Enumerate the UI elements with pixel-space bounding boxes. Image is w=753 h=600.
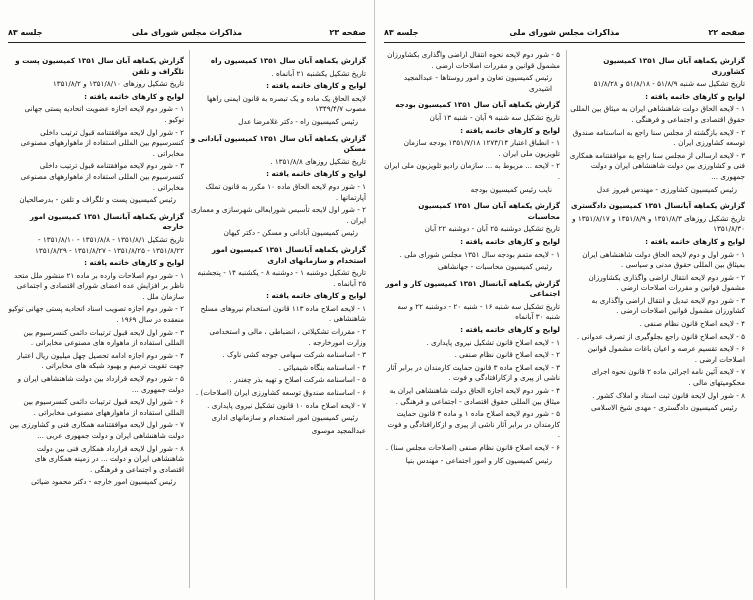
text-paragraph: ۵ - شور دوم لایحه اصلاح ماده ۱ و ماده ۳ قانون حمایت کارمندان در برابر آثار ناشی از پیری و ازکارافتادگی و فوت . bbox=[387, 409, 560, 440]
text-paragraph: لوایح و کارهای خاتمه یافته : bbox=[266, 291, 366, 301]
page-title: مذاکرات مجلس شورای ملی bbox=[131, 28, 243, 37]
text-paragraph: ۷ - لایحه آئین نامه اجرائی ماده ۲ قانون نحوه اجرای محکومیتهای مالی . bbox=[591, 367, 745, 388]
text-paragraph: گزارش یکماهه آبان سال ۱۳۵۱ کمیسیون کشاورزی bbox=[603, 56, 745, 76]
text-paragraph: تاریخ تشکیل روزهای ۱۳۵۱/۸/۸ . bbox=[270, 156, 366, 166]
text-paragraph: عبدالمجید موسوی bbox=[311, 425, 366, 435]
text-paragraph: ۳ - شور دوم لایحه موافقتنامه قبول ترتیب داخلی کنسرسیوم بین المللی استفاده از ماهوارههای مصنوعی مخابراتی . bbox=[20, 161, 184, 192]
text-paragraph: ۵ - لایحه اصلاح قانون راجع بجلوگیری از تصرف عدوانی . bbox=[576, 331, 745, 341]
text-paragraph: ۵ - شور دوم لایحه قرارداد بین دولت شاهنشاهی ایران و دولت جمهوری ... bbox=[17, 374, 184, 394]
text-paragraph: رئیس کمیسیون امور استخدام و سازمانهای اداری bbox=[211, 413, 358, 423]
text-paragraph: لوایح و کارهای خاتمه یافته : bbox=[84, 258, 184, 268]
text-paragraph: ۲ - شور دوم لایحه انتقال اراضی واگذاری بکشاورزان مشمول قوانین و مقررات اصلاحات ارضی . bbox=[588, 272, 745, 293]
text-paragraph: ۶ - شور اول لایحه قبول ترتیبات دائمی کنسرسیوم بین المللی استفاده از ماهوارههای مصنوعی مخابراتی . bbox=[23, 397, 184, 417]
text-paragraph: لایحه الحاق یک ماده و یک تبصره به قانون ایمنی راهها مصوب ۱۳۴۹/۴/۷ bbox=[206, 93, 366, 114]
text-paragraph: رئیس کمیسیون راه - دکتر غلامرضا عدل bbox=[238, 116, 358, 126]
text-paragraph: ۴ - اساسنامه بنگاه شیمیائی . bbox=[278, 362, 366, 372]
text-paragraph: ۳ - لایحه ارسالی از مجلس سنا راجع به موافقتنامه همکاری فنی و کشاورزی بین دولت شاهنشاهی ایران و دولت جمهوری ... bbox=[569, 150, 745, 181]
text-paragraph: رئیس کمیسیون آبادانی و مسکن - دکتر کیهان bbox=[223, 228, 358, 238]
text-paragraph: ۵ - شور دوم لایحه نحوه انتقال اراضی واگذاری بکشاورزان مشمول قوانین و مقررات اصلاحات ارضی . bbox=[387, 50, 560, 70]
text-paragraph: ۱ - لایحه اصلاح ماده ۱۱۳ قانون استخدام نیروهای مسلح شاهنشاهی . bbox=[200, 303, 366, 324]
text-paragraph: ۲ - لایحه بازگشته از مجلس سنا راجع به اساسنامه صندوق توسعه کشاورزی ایران . bbox=[572, 127, 745, 148]
text-paragraph: ۲ - لایحه اصلاح قانون نظام صنفی . bbox=[454, 350, 560, 360]
text-paragraph: تاریخ تشکیل یکشنبه ۲۱ آبانماه . bbox=[271, 68, 366, 78]
text-paragraph: ۸ - شور اول لایحه قرارداد همکاری فنی بین دولت شاهنشاهی ایران و دولت ... در زمینه همکاری های اقتصادی و اجتماعی و فرهنگی . bbox=[34, 443, 184, 474]
text-paragraph: رئیس کمیسیون امور خارجه - دکتر محمود ضیائی bbox=[31, 477, 176, 487]
text-paragraph: لوایح و کارهای خاتمه یافته : bbox=[266, 81, 366, 91]
text-paragraph: گزارش یکماهه آبانسال ۱۳۵۱ کمیسیون کار و امور اجتماعی bbox=[385, 278, 560, 299]
text-paragraph: گزارش یکماهه آبانسال ۱۳۵۱ کمیسیون دادگستری bbox=[571, 201, 745, 211]
text-paragraph: تاریخ تشکیل روزهای ۱۳۵۱/۸/۳ و ۱۳۵۱/۸/۹ و ۱۳۵۱/۸/۱۷ و ۱۳۵۱/۸/۳۰ bbox=[572, 213, 745, 234]
left-page bbox=[0, 0, 375, 600]
text-paragraph: تاریخ تشکیل روزهای ۱۳۵۱/۸/۱۰ و ۱۳۵۱/۸/۲ bbox=[52, 79, 184, 89]
page-number: صفحه ۲۳ bbox=[329, 28, 366, 37]
text-paragraph: ۱ - لایحه اصلاح قانون تشکیل نیروی پایداری . bbox=[426, 337, 560, 347]
text-paragraph: تاریخ تشکیل دوشنبه ۱ - دوشنبه ۸ - یکشنبه ۱۴ - پنجشنبه ۲۵ آبانماه . bbox=[197, 268, 366, 288]
text-paragraph: ۲ - مقررات تشکیلاتی ، انضباطی ، مالی و استخدامی وزارت امورخارجه . bbox=[209, 327, 366, 347]
right-page bbox=[376, 0, 753, 600]
text-paragraph: ۱ - شور دوم لایحه الحاق ماده ۱۰ مکرر به قانون تملک آپارتمانها . bbox=[205, 181, 366, 202]
text-paragraph: لوایح و کارهای خاتمه یافته : bbox=[645, 236, 745, 246]
column-divider bbox=[189, 50, 190, 588]
text-paragraph: ۷ - شور اول لایحه موافقتنامه همکاری فنی و کشاورزی بین دولت شاهنشاهی ایران و دولت جمهوری عربی ... bbox=[9, 420, 184, 440]
text-paragraph: تاریخ تشکیل دوشنبه ۲۵ آبان - دوشنبه ۲۲ آبان bbox=[424, 224, 560, 234]
text-paragraph: گزارش یکماهه آبان سال ۱۳۵۱ کمیسیون آبادانی و مسکن bbox=[190, 133, 366, 154]
text-paragraph: گزارش یکماهه آبانسال ۱۳۵۱ کمیسیون امور خارجه bbox=[29, 211, 184, 232]
text-paragraph: ۲ - شور اول لایحه موافقتنامه قبول ترتیب داخلی کنسرسیوم بین المللی استفاده از ماهوارههای مصنوعی مخابراتی . bbox=[20, 127, 184, 158]
page-header bbox=[8, 26, 366, 43]
text-paragraph: ۲ - شور اول لایحه تأسیس شورایعالی شهرسازی و معماری ایران . bbox=[191, 205, 366, 225]
text-column-right bbox=[190, 50, 366, 592]
text-paragraph: گزارش یکماهه آبان سال ۱۳۵۱ کمیسیون محاسبات bbox=[418, 201, 560, 221]
text-paragraph: ۲ - لایحه ... مربوط به ... سازمان رادیو تلویزیون ملی ایران . bbox=[384, 161, 560, 181]
text-paragraph: رئیس کمیسیون کشاورزی - مهندس فیروز عدل bbox=[596, 184, 737, 194]
text-paragraph: لوایح و کارهای خاتمه یافته : bbox=[460, 325, 560, 335]
text-paragraph: تاریخ تشکیل سه شنبه ۵۱/۸/۹ - ۵۱/۸/۱۸ و ۵۱/۸/۲۸ bbox=[593, 79, 745, 89]
text-paragraph: لوایح و کارهای خاتمه یافته : bbox=[460, 125, 560, 135]
text-paragraph: ۳ - لایحه اصلاح ماده ۳ قانون حمایت کارمندان در برابر آثار ناشی از پیری و ازکارافتادگی و فوت . bbox=[387, 362, 560, 383]
text-paragraph: ۷ - لایحه اصلاح ماده ۱۰ قانون تشکیل نیروی پایداری . bbox=[207, 400, 366, 410]
text-paragraph: رئیس کمیسیون پست و تلگراف و تلفن - بدرصالحیان bbox=[19, 195, 176, 205]
text-paragraph: ۳ - شور دوم لایحه تبدیل و انتقال اراضی واگذاری به کشاورزان مشمول قوانین اصلاحات ارضی . bbox=[591, 295, 745, 316]
text-paragraph: ۱ - لایحه متمم بودجه سال ۱۳۵۱ مجلس شورای ملی . bbox=[399, 249, 560, 259]
text-paragraph: لوایح و کارهای خاتمه یافته : bbox=[645, 91, 745, 101]
text-paragraph: ۳ - شور اول لایحه قبول ترتیبات دائمی کنسرسیوم بین المللی استفاده از ماهواره های مصنوعی مخابراتی . bbox=[23, 327, 184, 348]
column-divider bbox=[566, 50, 567, 588]
text-paragraph: گزارش یکماهه آبانسال ۱۳۵۱ کمیسیون امور استخدام و سازمانهای اداری bbox=[211, 244, 366, 265]
text-paragraph: تاریخ تشکیل سه شنبه ۹ آبان - شنبه ۱۳ آبان bbox=[429, 112, 560, 122]
text-paragraph: گزارش یکماهه آبان سال ۱۳۵۱ کمیسیون راه bbox=[210, 56, 366, 65]
text-paragraph: ۴ - شور دوم لایحه اجازه الحاق دولت شاهنشاهی ایران به میثاق بین المللی حقوق اقتصادی - اجتماعی و فرهنگی . bbox=[389, 386, 560, 406]
text-paragraph: ۱ - لایحه الحاق دولت شاهنشاهی ایران به میثاق بین المللی حقوق اقتصادی و اجتماعی و فرهنگی . bbox=[570, 104, 745, 124]
text-paragraph: رئیس کمیسیون کار و امور اجتماعی - مهندس بنیا bbox=[405, 455, 552, 465]
text-paragraph: لوایح و کارهای خاتمه یافته : bbox=[460, 236, 560, 246]
page-header bbox=[384, 26, 745, 43]
text-paragraph: ۶ - لایحه اصلاح قانون نظام صنفی (اصلاحات مجلس سنا) . bbox=[385, 443, 560, 452]
session-number: جلسه ۸۳ bbox=[8, 28, 43, 37]
text-paragraph: ۸ - شور اول لایحه قانون ثبت اسناد و املاک کشور . bbox=[592, 390, 745, 400]
page-title: مذاکرات مجلس شورای ملی bbox=[509, 28, 620, 37]
text-paragraph: لوایح و کارهای خاتمه یافته : bbox=[266, 169, 366, 179]
text-paragraph: تاریخ تشکیل سه شنبه ۱۶ - شنبه ۲۰ - دوشنبه ۲۲ و سه شنبه ۳۰ آبانماه bbox=[397, 301, 560, 322]
text-paragraph: ۵ - اساسنامه شرکت اصلاح و تهیه بذر چغندر . bbox=[229, 375, 366, 385]
text-paragraph: ۴ - لایحه اصلاح قانون نظام صنفی . bbox=[639, 319, 745, 329]
text-paragraph: لوایح و کارهای خاتمه یافته : bbox=[84, 91, 184, 101]
text-paragraph: ۴ - شور دوم اجازه ادامه تحصیل چهل میلیون ریال اعتبار جهت تقویت ترمیم و بهبود شبکه های مخابراتی . bbox=[17, 350, 184, 371]
text-paragraph: گزارش یکماهه آبان سال ۱۳۵۱ کمیسیون بودجه bbox=[395, 100, 560, 110]
text-paragraph: تاریخ تشکیل ۱۳۵۱/۸/۱ - ۱۳۵۱/۸/۸ - ۱۳۵۱/۸/۱۰ - ۱۳۵۱/۸/۲۲ - ۱۳۵۱/۸/۲۵ - ۱۳۵۱/۸/۲۷ - ۱۳۵۱/۸/۲۹ bbox=[34, 234, 184, 255]
text-paragraph: ۶ - لایحه تقسیم عرصه و اعیان باغات مشمول قوانین اصلاحات ارضی . bbox=[587, 344, 745, 364]
text-paragraph: نایب رئیس کمیسیون بودجه bbox=[470, 184, 552, 194]
text-paragraph: رئیس کمیسیون دادگستری - مهدی شیخ الاسلامی bbox=[590, 403, 737, 413]
text-paragraph: ۱ - شور اول و دوم لایحه الحاق دولت شاهنشاهی ایران بمیثاق بین المللی حقوق مدنی و سیاسی . bbox=[582, 249, 745, 270]
page-number: صفحه ۲۲ bbox=[708, 28, 745, 37]
session-number: جلسه ۸۳ bbox=[384, 28, 419, 37]
text-paragraph: ۲ - شور دوم اجازه تصویب اسناد اتحادیه پستی جهانی توکیو منعقده در سال ۱۹۶۹ . bbox=[8, 304, 184, 325]
text-paragraph: رئیس کمیسیون تعاون و امور روستاها - عبدالمجید اشیدری bbox=[403, 73, 552, 93]
text-column-left bbox=[8, 50, 184, 592]
text-paragraph: ۱ - شور دوم اصلاحات وارده بر ماده ۲۱ منشور ملل متحد ناظر بر افزایش عده اعضای شورای اقتصادی و اجتماعی سازمان ملل . bbox=[13, 270, 184, 301]
text-paragraph: رئیس کمیسیون محاسبات - جهانشاهی bbox=[437, 262, 552, 272]
text-paragraph: گزارش یکماهه آبان سال ۱۳۵۱ کمیسیون پست و تلگراف و تلفن bbox=[15, 56, 184, 76]
text-paragraph: ۱ - انطباق اعتبار ۱۲۷۴/۱۴ ۱۳۵۱/۷/۱۸ بودجه سازمان تلویزیون ملی ایران . bbox=[403, 138, 560, 158]
text-paragraph: ۶ - اساسنامه صندوق توسعه کشاورزی ایران (اصلاحات) . bbox=[195, 388, 366, 398]
text-column-left bbox=[384, 50, 560, 592]
text-paragraph: ۳ - اساسنامه شرکت سهامی جوجه کشی ناوک . bbox=[222, 350, 366, 360]
text-paragraph: ۱ - شور دوم لایحه اجازه عضویت اتحادیه پستی جهانی توکیو . bbox=[24, 104, 184, 124]
text-column-right bbox=[569, 50, 745, 592]
